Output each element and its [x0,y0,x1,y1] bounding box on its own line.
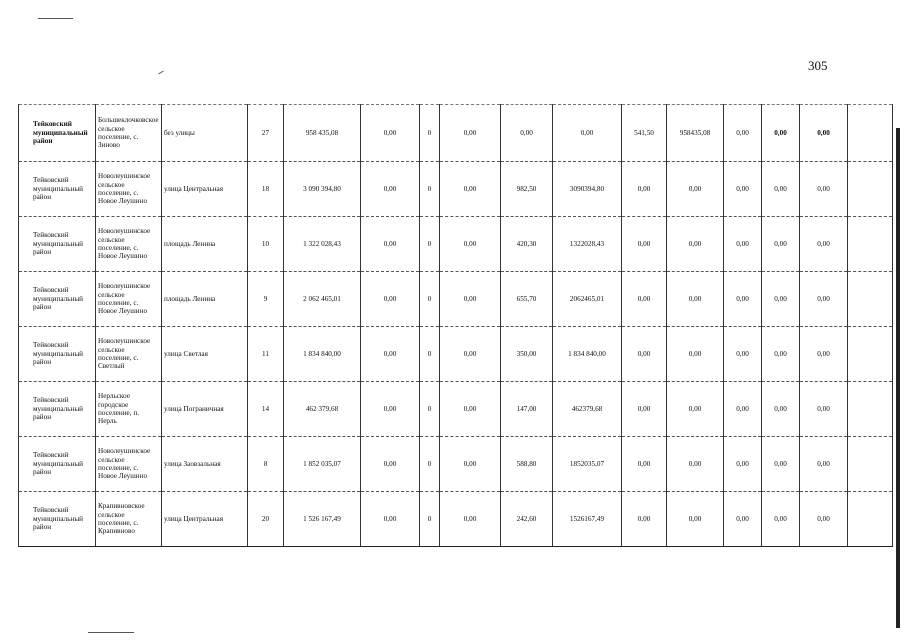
cell-street: улица Заовзальная [162,437,248,492]
table-row [19,382,893,437]
cell-value-11: 0,00 [762,492,800,547]
cell-district: Тейковский муниципальный район [19,382,96,437]
cell-value-11: 0,00 [762,162,800,217]
cell-street: улица Центральная [162,162,248,217]
cell-value-7: 2062465,01 [553,272,622,327]
cell-value-10: 0,00 [724,492,762,547]
cell-value-8: 0,00 [622,162,667,217]
table-row [19,327,893,382]
cell-value-4: 0 [420,327,440,382]
cell-value-6: 588,80 [501,437,553,492]
cell-settlement: Новолеушинское сельское поселение, с. Новое Леушино [96,162,162,217]
cell-value-9: 0,00 [667,382,724,437]
cell-value-1: 27 [248,105,284,162]
cell-value-1: 14 [248,382,284,437]
cell-empty [848,492,893,547]
cell-district: Тейковский муниципальный район [19,272,96,327]
page-number: 305 [808,58,828,73]
cell-value-12: 0,00 [800,327,848,382]
cell-empty [848,382,893,437]
cell-value-3: 0,00 [361,382,420,437]
cell-value-2: 1 526 167,49 [284,492,361,547]
cell-value-5: 0,00 [440,327,501,382]
cell-value-3: 0,00 [361,327,420,382]
cell-settlement: Большеклочковское сельское поселение, с. Зиново [96,105,162,162]
cell-value-2: 1 322 028,43 [284,217,361,272]
cell-value-5: 0,00 [440,105,501,162]
cell-value-12: 0,00 [800,217,848,272]
cell-street: без улицы [162,105,248,162]
cell-district: Тейковский муниципальный район [19,327,96,382]
cell-value-10: 0,00 [724,437,762,492]
cell-value-5: 0,00 [440,272,501,327]
document-table-wrapper [18,104,893,547]
cell-value-10: 0,00 [724,272,762,327]
cell-empty [848,327,893,382]
table-row [19,492,893,547]
cell-value-3: 0,00 [361,437,420,492]
cell-value-6: 0,00 [501,105,553,162]
cell-district: Тейковский муниципальный район [19,162,96,217]
cell-value-10: 0,00 [724,105,762,162]
cell-value-3: 0,00 [361,217,420,272]
cell-value-4: 0 [420,492,440,547]
cell-value-12: 0,00 [800,492,848,547]
cell-value-6: 350,00 [501,327,553,382]
cell-value-7: 1852035,07 [553,437,622,492]
cell-settlement: Крапивновское сельское поселение, с. Крапивново [96,492,162,547]
cell-value-1: 8 [248,437,284,492]
cell-value-1: 18 [248,162,284,217]
cell-value-10: 0,00 [724,162,762,217]
cell-value-9: 0,00 [667,492,724,547]
cell-value-12: 0,00 [800,272,848,327]
cell-value-9: 0,00 [667,272,724,327]
cell-value-11: 0,00 [762,437,800,492]
cell-value-2: 958 435,08 [284,105,361,162]
cell-value-4: 0 [420,105,440,162]
cell-value-7: 1 834 840,00 [553,327,622,382]
cell-empty [848,437,893,492]
cell-value-11: 0,00 [762,327,800,382]
cell-value-2: 1 834 840,00 [284,327,361,382]
cell-value-9: 0,00 [667,437,724,492]
cell-value-6: 420,30 [501,217,553,272]
cell-district: Тейковский муниципальный район [19,105,96,162]
table-row [19,272,893,327]
table-body [19,105,893,547]
cell-street: площадь Ленина [162,217,248,272]
cell-value-5: 0,00 [440,492,501,547]
cell-value-5: 0,00 [440,382,501,437]
cell-value-1: 10 [248,217,284,272]
cell-value-7: 0,00 [553,105,622,162]
cell-value-9: 958435,08 [667,105,724,162]
cell-value-6: 147,00 [501,382,553,437]
cell-value-5: 0,00 [440,437,501,492]
cell-value-2: 1 852 035,07 [284,437,361,492]
cell-value-10: 0,00 [724,217,762,272]
cell-value-4: 0 [420,162,440,217]
cell-value-3: 0,00 [361,492,420,547]
cell-value-3: 0,00 [361,272,420,327]
cell-value-2: 462 379,68 [284,382,361,437]
cell-value-8: 0,00 [622,492,667,547]
cell-value-1: 9 [248,272,284,327]
cell-value-4: 0 [420,272,440,327]
cell-value-2: 2 062 465,01 [284,272,361,327]
cell-value-9: 0,00 [667,162,724,217]
cell-value-12: 0,00 [800,105,848,162]
cell-empty [848,162,893,217]
cell-value-5: 0,00 [440,217,501,272]
cell-settlement: Новолеушинское сельское поселение, с. Новое Леушино [96,272,162,327]
cell-value-8: 0,00 [622,382,667,437]
cell-settlement: Новолеушинское сельское поселение, с. Светлый [96,327,162,382]
cell-value-1: 11 [248,327,284,382]
cell-value-8: 0,00 [622,327,667,382]
cell-value-7: 3090394,80 [553,162,622,217]
cell-value-8: 0,00 [622,437,667,492]
cell-value-9: 0,00 [667,217,724,272]
cell-district: Тейковский муниципальный район [19,217,96,272]
cell-value-11: 0,00 [762,217,800,272]
cell-value-4: 0 [420,437,440,492]
table-row [19,437,893,492]
scan-mark-top [38,18,73,19]
cell-value-6: 655,70 [501,272,553,327]
cell-value-12: 0,00 [800,382,848,437]
cell-value-12: 0,00 [800,437,848,492]
cell-value-6: 982,50 [501,162,553,217]
scan-mark-small [158,71,164,75]
cell-value-1: 20 [248,492,284,547]
cell-value-8: 541,50 [622,105,667,162]
cell-value-4: 0 [420,382,440,437]
table-row [19,105,893,162]
cell-value-9: 0,00 [667,327,724,382]
cell-value-2: 3 090 394,80 [284,162,361,217]
cell-value-10: 0,00 [724,327,762,382]
cell-value-11: 0,00 [762,272,800,327]
cell-value-12: 0,00 [800,162,848,217]
scan-edge [896,128,900,628]
cell-value-7: 462379,68 [553,382,622,437]
cell-value-10: 0,00 [724,382,762,437]
cell-street: улица Пограничная [162,382,248,437]
cell-district: Тейковский муниципальный район [19,492,96,547]
cell-value-3: 0,00 [361,105,420,162]
cell-value-7: 1322028,43 [553,217,622,272]
cell-street: площадь Ленина [162,272,248,327]
cell-value-3: 0,00 [361,162,420,217]
cell-value-8: 0,00 [622,217,667,272]
cell-empty [848,217,893,272]
cell-settlement: Новолеушинское сельское поселение, с. Новое Леушино [96,217,162,272]
cell-empty [848,105,893,162]
cell-value-4: 0 [420,217,440,272]
cell-value-6: 242,60 [501,492,553,547]
document-table [18,104,893,547]
cell-settlement: Новолеушинское сельское поселение, с. Новое Леушино [96,437,162,492]
cell-settlement: Нерльское городское поселение, п. Нерль [96,382,162,437]
table-row [19,162,893,217]
table-row [19,217,893,272]
cell-value-7: 1526167,49 [553,492,622,547]
cell-value-8: 0,00 [622,272,667,327]
scan-mark-bottom [88,632,134,633]
cell-value-11: 0,00 [762,382,800,437]
cell-value-11: 0,00 [762,105,800,162]
cell-street: улица Центральная [162,492,248,547]
cell-empty [848,272,893,327]
cell-district: Тейковский муниципальный район [19,437,96,492]
cell-value-5: 0,00 [440,162,501,217]
cell-street: улица Светлая [162,327,248,382]
